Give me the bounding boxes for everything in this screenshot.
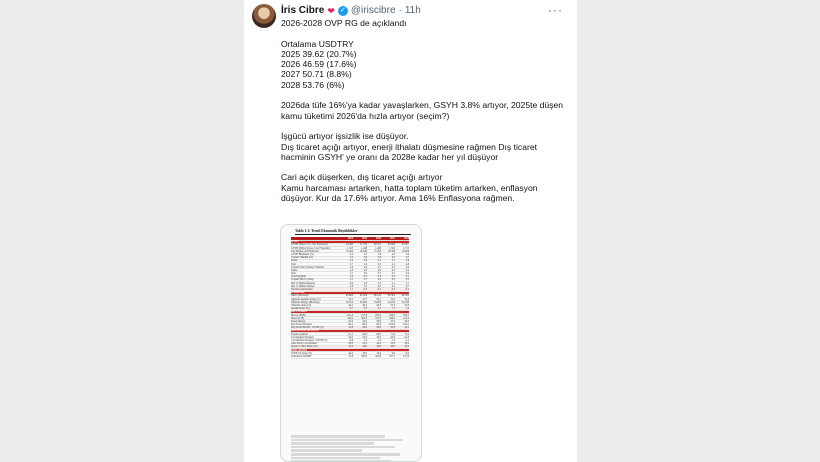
table-cell: -0,5	[362, 288, 367, 291]
table-cell: 3,3	[377, 281, 381, 285]
table-cell: -10,0	[347, 335, 353, 339]
table-cell: 39,62	[361, 354, 367, 358]
table-cell: 3,7	[377, 265, 381, 269]
table-cell: 5,0	[405, 252, 409, 256]
table-cell: 3,8	[377, 252, 381, 256]
table-cell: 1.715	[403, 246, 409, 250]
table-row-label: Özel	[291, 272, 296, 276]
table-cell: 2,9	[363, 262, 367, 266]
table-cell: 5,9	[405, 265, 409, 269]
table-cell: 44,0	[362, 345, 367, 349]
tweet-text-line: 2026da tüfe 16%'ya kadar yavaşlarken, GSYH 3.8% artıyor, 2025te düşen	[281, 100, 564, 111]
table-row-label: Net İhracatın Katkısı	[291, 288, 313, 291]
table-row-label: Cari İşlemler Dengesi / GSYH (%)	[291, 339, 328, 342]
table-cell: 28,5	[362, 351, 367, 355]
table-cell: 0,4	[377, 275, 381, 279]
table-row-label: GSYH (Milyar TL, Cari Fiyatlarla)	[291, 243, 328, 247]
table-row	[291, 355, 409, 358]
table-cell: 261,8	[347, 313, 353, 317]
table-cell: -0,8	[348, 339, 353, 342]
table-row-label: ENFLASYON	[291, 348, 307, 352]
table-row-label: GSYH (Milyar Dolar, Cari Fiyatlarla)	[291, 246, 331, 250]
table-cell: 362,8	[361, 316, 367, 320]
table-cell: -0,3	[390, 288, 395, 291]
table-cell: -0,2	[376, 288, 381, 291]
verified-badge-icon: ✓	[338, 6, 348, 16]
doc-footnotes	[291, 435, 409, 462]
table-row-label: İşsizlik Oranı (%)	[291, 307, 310, 311]
table-cell: 45,8	[348, 326, 353, 330]
table-cell: 3,7	[377, 272, 381, 276]
table-cell: 86.361	[387, 294, 395, 298]
table-cell: 8,5	[363, 307, 367, 311]
table-cell: 396,0	[389, 316, 395, 320]
table-cell: 3,6	[363, 265, 367, 269]
doc-title	[295, 229, 411, 235]
table-cell: 85.919	[359, 294, 367, 298]
table-cell: 50,0	[348, 345, 353, 349]
table-row-label: İthalat (CIF)	[291, 316, 305, 320]
table-header-cell: 2028	[403, 236, 409, 240]
table-cell: 22,0	[362, 342, 367, 346]
table-cell: 4,1	[391, 262, 395, 266]
table-cell: 2,8	[405, 259, 409, 263]
table-cell: 44,4	[348, 351, 353, 355]
tweet-header	[281, 5, 421, 17]
tweet-text-line: düşüyor. Kur da 17.6% artıyor. Ama 16% Enflasyona rağmen.	[281, 193, 515, 204]
table-cell: 3,6	[377, 256, 381, 260]
table-cell: 50,3	[390, 303, 395, 307]
table-row-label: TÜFE Yıl Sonu (%)	[291, 351, 312, 355]
tweet-image[interactable]	[280, 224, 422, 462]
table-cell: 0,5	[405, 275, 409, 279]
table-cell: 28,0	[348, 342, 353, 346]
table-cell: 1.595	[389, 246, 395, 250]
table-cell: -1,4	[362, 339, 367, 342]
table-cell: 33.658	[373, 300, 381, 304]
table-row-label: Kamu	[291, 259, 298, 263]
table-cell: 26,0	[404, 342, 409, 346]
table-row-label: Özel	[291, 262, 296, 266]
table-cell: 3,5	[349, 256, 353, 260]
table-cell: 344,0	[347, 316, 353, 320]
table-row-label: Toplam Yurt İçi Talep	[291, 278, 314, 282]
table-cell: 4,3	[391, 268, 395, 272]
table-cell: 3,2	[377, 262, 381, 266]
table-cell: 2,0	[349, 265, 353, 269]
table-row-label: İSTİHDAM	[291, 291, 305, 295]
table-cell: 8,0	[405, 351, 409, 355]
table-cell: 5,1	[391, 281, 395, 285]
table-cell: 71,0	[390, 332, 395, 336]
table-header-cell: 2026	[375, 236, 381, 240]
table-cell: 53,76	[403, 354, 409, 358]
table-row-label: Enerji İthalatı	[291, 319, 306, 323]
table-cell: 24,0	[376, 342, 381, 346]
table-row-label: Nüfus (Bin Kişi)	[291, 294, 309, 298]
table-cell: 2,7	[363, 278, 367, 282]
table-cell: 4,3	[391, 252, 395, 256]
table-cell: 8,7	[349, 307, 353, 311]
table-cell: 2,7	[349, 272, 353, 276]
table-row-label: Toplam Sabit Sermaye Yatırımı	[291, 265, 324, 269]
table-cell: 86.140	[373, 294, 381, 298]
table-cell: 25,0	[390, 342, 395, 346]
table-row-label: İhracat (FOB)	[291, 313, 306, 317]
table-cell: 43,9	[376, 326, 381, 330]
table-cell: 4,8	[405, 262, 409, 266]
table-cell: 5,2	[377, 259, 381, 263]
tweet-text-line: 2027 50.71 (8.8%)	[281, 69, 352, 80]
table-cell: 17.208	[373, 249, 381, 253]
table-cell: 34.233	[387, 300, 395, 304]
table-row-label: ÖDEMELER DENGESİ	[291, 329, 319, 333]
text-spacer	[281, 28, 573, 38]
author-name[interactable]: İris Cibre	[281, 5, 325, 16]
table-cell: -100,0	[388, 323, 395, 327]
table-header-cell: 2027	[389, 236, 395, 240]
table-row-label: Kişi Başına GSYH (Dolar)	[291, 249, 320, 253]
table-cell: -1,3	[390, 339, 395, 342]
table-row-label: Dış Ticaret Dengesi	[291, 323, 312, 327]
text-spacer	[281, 162, 573, 172]
table-row-label: Altın Hariç Cari İşlemler	[291, 342, 318, 346]
table-cell: 43,4	[390, 326, 395, 330]
table-cell: 32,8	[348, 354, 353, 358]
table-cell: -82,2	[347, 323, 353, 327]
tweet-text-line: hacminin GSYH' ye oranı da 2028e kadar her yıl düşüyor	[281, 151, 499, 162]
table-cell: -20,0	[389, 335, 395, 339]
text-spacer	[281, 121, 573, 131]
table-cell: 64,0	[362, 332, 367, 336]
table-cell: 59,0	[362, 319, 367, 323]
table-cell: 8,1	[377, 307, 381, 311]
table-cell: -19,5	[375, 335, 381, 339]
table-cell: 49,5	[348, 303, 353, 307]
table-cell: 6,1	[391, 284, 395, 288]
author-handle[interactable]: @iriscibre	[350, 5, 396, 16]
table-cell: 296,0	[389, 313, 395, 317]
table-cell: 1,3	[349, 278, 353, 282]
table-cell: 46,59	[375, 354, 381, 358]
table-cell: 4,5	[391, 278, 395, 282]
table-cell: 48,0	[390, 345, 395, 349]
table-cell: 0,6	[349, 281, 353, 285]
table-cell: 57,0	[390, 319, 395, 323]
table-cell: 415,0	[403, 316, 409, 320]
table-cell: 4,0	[377, 278, 381, 282]
table-cell: 50,8	[404, 303, 409, 307]
more-options-icon[interactable]: ···	[548, 3, 563, 17]
table-cell: 75,0	[404, 332, 409, 336]
table-cell: 53,7	[362, 297, 367, 301]
table-cell: -1,8	[348, 268, 353, 272]
table-cell: -0,5	[362, 275, 367, 279]
table-row-label: Mal ve Hizmet İthalatı	[291, 284, 315, 288]
economic-table	[291, 237, 409, 359]
tweet-text-line: Kamu harcaması artarken, hatta toplam tüketim artarken, enflasyon	[281, 182, 538, 193]
table-cell: 34.788	[401, 300, 409, 304]
header-separator: ·	[398, 5, 402, 16]
table-cell: -1,3	[376, 339, 381, 342]
table-row-label: Toplam Tüketim (%)	[291, 256, 313, 260]
table-cell: 33.090	[359, 300, 367, 304]
table-cell: 58,0	[376, 319, 381, 323]
table-cell: 5,7	[405, 281, 409, 285]
table-cell: 69.321	[373, 243, 381, 247]
table-cell: 3,7	[349, 262, 353, 266]
table-cell: 32.614	[345, 300, 353, 304]
table-cell: 7,7	[391, 307, 395, 311]
tweet-text-line: Cari açık düşerken, dış ticaret açığı artıyor	[281, 172, 443, 183]
table-row-label: Cari İşlemler Dengesi	[291, 335, 314, 339]
tweet-text	[281, 18, 573, 203]
table-cell: 3,9	[349, 259, 353, 263]
table-cell: 5,0	[405, 278, 409, 282]
table-row-label: Mal ve Hizmet İhracatı	[291, 281, 316, 285]
table-cell: 18.338	[387, 249, 395, 253]
table-row-label: İstihdam Düzeyi (Bin Kişi)	[291, 300, 320, 304]
tweet-text-line: İşgücü artıyor işsizlik ise düşüyor.	[281, 131, 409, 142]
table-cell: 4,0	[377, 284, 381, 288]
table-cell: 1.448	[361, 246, 367, 250]
table-cell: -1,9	[348, 275, 353, 279]
table-cell: 1.323	[347, 246, 353, 250]
table-cell: 65,6	[348, 319, 353, 323]
table-cell: 0,8	[363, 259, 367, 263]
table-cell: 80.866	[387, 243, 395, 247]
table-cell: 3,3	[363, 252, 367, 256]
tweet-text-line: 2026 46.59 (17.6%)	[281, 59, 357, 70]
table-cell: -3,8	[348, 284, 353, 288]
tweet-text-line: kamu tüketimi 2026'da hızla artıyor (seçim?)	[281, 110, 450, 121]
table-row-label: DIŞ TİCARET	[291, 310, 308, 314]
text-spacer	[281, 90, 573, 100]
table-cell: 50,71	[389, 354, 395, 358]
table-cell: -93,0	[375, 323, 381, 327]
table-cell: 15.463	[345, 249, 353, 253]
table-cell: 4,2	[405, 268, 409, 272]
table-cell: 44.090	[345, 243, 353, 247]
table-cell: 92.207	[401, 243, 409, 247]
table-cell: -21,0	[403, 335, 409, 339]
table-cell: 7,4	[405, 307, 409, 311]
tweet-text-line: Ortalama USDTRY	[281, 38, 354, 49]
table-cell: 54,1	[376, 297, 381, 301]
table-cell: 42,2	[404, 326, 409, 330]
table-cell: 50,0	[404, 345, 409, 349]
table-cell: 282,0	[375, 313, 381, 317]
table-cell: -89,0	[361, 323, 367, 327]
heart-emoji-icon: ❤	[327, 6, 335, 16]
tweet-text-line: 2025 39.62 (20.7%)	[281, 48, 357, 59]
table-row-label: İstihdam Oranı (%)	[291, 303, 312, 307]
table-cell: -0,3	[404, 288, 409, 291]
table-cell: 1,1	[349, 288, 353, 291]
table-cell: 56,0	[404, 319, 409, 323]
table-cell: -106,5	[402, 323, 409, 327]
table-cell: 16.849	[359, 249, 367, 253]
doc-title-text: Tablo 1.1: Temel Ekonomik Büyüklükler	[295, 229, 411, 235]
tweet-time[interactable]: 11h	[404, 5, 421, 16]
table-cell: 273,8	[361, 313, 367, 317]
table-cell: 5,2	[363, 284, 367, 288]
table-cell: 3,9	[363, 272, 367, 276]
table-cell: 3,1	[391, 259, 395, 263]
table-cell: 16,0	[376, 351, 381, 355]
table-cell: 19.606	[401, 249, 409, 253]
table-row-label: GSYH	[291, 240, 299, 244]
table-row-label: GSYH Büyümesi (%)	[291, 252, 314, 256]
table-cell: 6,7	[405, 284, 409, 288]
tweet-card	[244, 0, 577, 462]
table-cell: 4,5	[405, 256, 409, 260]
table-row-label: Ortalama USDTRY	[291, 354, 312, 358]
table-cell: 6,7	[391, 272, 395, 276]
table-cell: 53,3	[348, 297, 353, 301]
author-avatar[interactable]	[252, 4, 276, 28]
table-row-label: Turizm Gelirleri	[291, 332, 308, 336]
table-cell: 49,8	[376, 303, 381, 307]
tweet-text-line: 2028 53.76 (6%)	[281, 79, 345, 90]
table-cell: 61,1	[348, 332, 353, 336]
table-cell: 1.488	[375, 246, 381, 250]
table-cell: 0,5	[391, 275, 395, 279]
table-cell: 57.379	[359, 243, 367, 247]
table-cell: -1,2	[404, 339, 409, 342]
table-header-cell: 2024	[347, 236, 353, 240]
table-cell: 54,8	[404, 297, 409, 301]
table-row-label: Dış Ticaret Hacmi / GSYH (%)	[291, 326, 324, 330]
table-cell: 2,8	[363, 281, 367, 285]
table-cell: 4,0	[391, 256, 395, 260]
table-cell: 2,6	[363, 256, 367, 260]
table-cell: 46,0	[376, 345, 381, 349]
table-cell: 4,0	[377, 268, 381, 272]
table-cell: 49,4	[362, 303, 367, 307]
table-cell: 2,0	[363, 268, 367, 272]
table-cell: 86.582	[401, 294, 409, 298]
table-header-cell: 2025	[361, 236, 367, 240]
table-row-label: Kamu	[291, 268, 298, 272]
tweet-text-line: Dış ticaret açığı artıyor, enerji ithalatı düşmesine rağmen Dış ticaret	[281, 141, 538, 152]
table-cell: 44,0	[362, 326, 367, 330]
table-cell: 54,5	[390, 297, 395, 301]
table-row-label: Enerji ve Altın Hariç Cari	[291, 345, 318, 349]
table-cell: -20,0	[361, 335, 367, 339]
table-cell: 375,0	[375, 316, 381, 320]
table-cell: 6,3	[391, 265, 395, 269]
table-row-label: Stok Değişimi	[291, 275, 306, 279]
table-cell: 308,5	[403, 313, 409, 317]
table-cell: 6,2	[405, 272, 409, 276]
table-cell: 68,0	[376, 332, 381, 336]
table-row-label: İşgücüne Katılma Oranı (%)	[291, 297, 321, 301]
tweet-text-line: 2026-2028 OVP RG de açıklandı	[281, 18, 407, 28]
table-cell: 3,3	[349, 252, 353, 256]
table-cell: 85.664	[345, 294, 353, 298]
table-cell: 9,0	[391, 351, 395, 355]
